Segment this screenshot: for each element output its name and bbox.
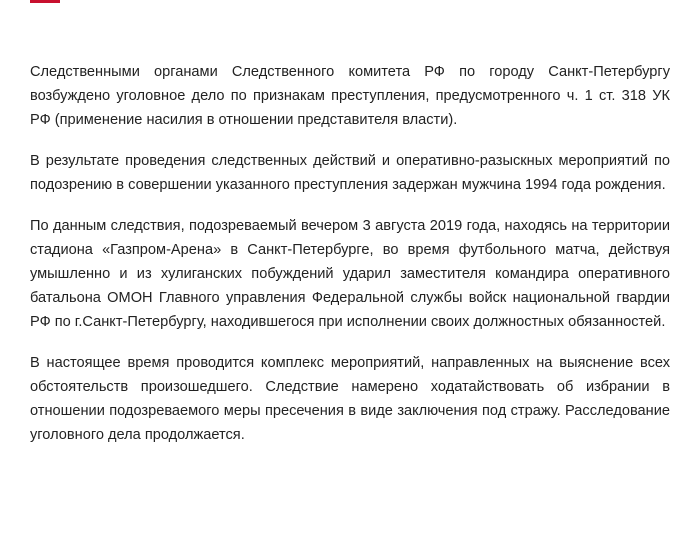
article-paragraph-1: Следственными органами Следственного комитета РФ по городу Санкт-Петербургу возбуждено уголовное дело по признакам преступления, предусмотренного ч. 1 ст. 318 УК РФ (применение насилия в отношении представителя власти). (30, 64, 670, 128)
accent-bar (30, 0, 60, 3)
article-paragraph-3: По данным следствия, подозреваемый вечером 3 августа 2019 года, находясь на территории стадиона «Газпром-Арена» в Санкт-Петербурге, во время футбольного матча, действуя умышленно и из хулиганских побуждений ударил заместителя командира оперативного батальона ОМОН Главного управления Федеральной службы войск национальной гвардии РФ по г.Санкт-Петербургу, находившегося при исполнении своих должностных обязанностей. (30, 218, 670, 330)
article-body (30, 60, 670, 464)
article-paragraph-2: В результате проведения следственных действий и оперативно-разыскных мероприятий по подозрению в совершении указанного преступления задержан мужчина 1994 года рождения. (30, 153, 670, 193)
article-paragraph-4: В настоящее время проводится комплекс мероприятий, направленных на выяснение всех обстоятельств произошедшего. Следствие намерено ходатайствовать об избрании в отношении подозреваемого меры пресечения в виде заключения под стражу. Расследование уголовного дела продолжается. (30, 355, 670, 443)
